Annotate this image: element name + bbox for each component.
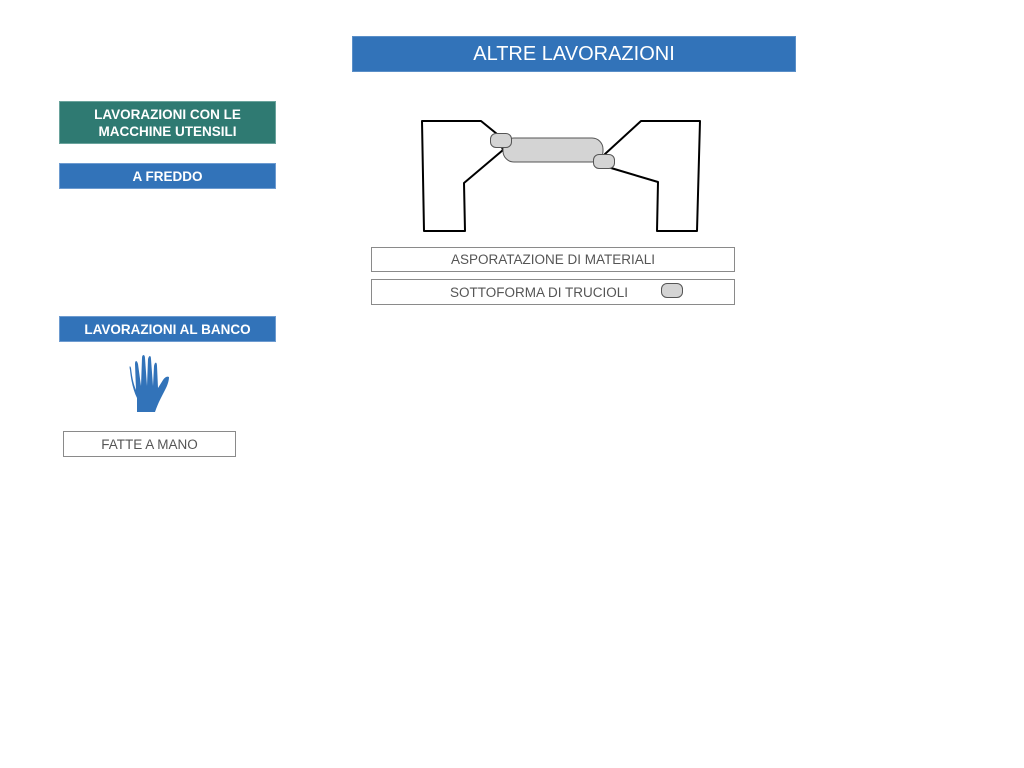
by-hand-note: FATTE A MANO [63,431,236,457]
slide-title: ALTRE LAVORAZIONI [352,36,796,72]
material-removal-note: ASPORATAZIONE DI MATERIALI [371,247,735,272]
machine-tools-label: LAVORAZIONI CON LE MACCHINE UTENSILI [59,101,276,144]
bench-processing-label: LAVORAZIONI AL BANCO [59,316,276,342]
chips-note-text: SOTTOFORMA DI TRUCIOLI [449,284,629,300]
cold-processing-label: A FREDDO [59,163,276,189]
